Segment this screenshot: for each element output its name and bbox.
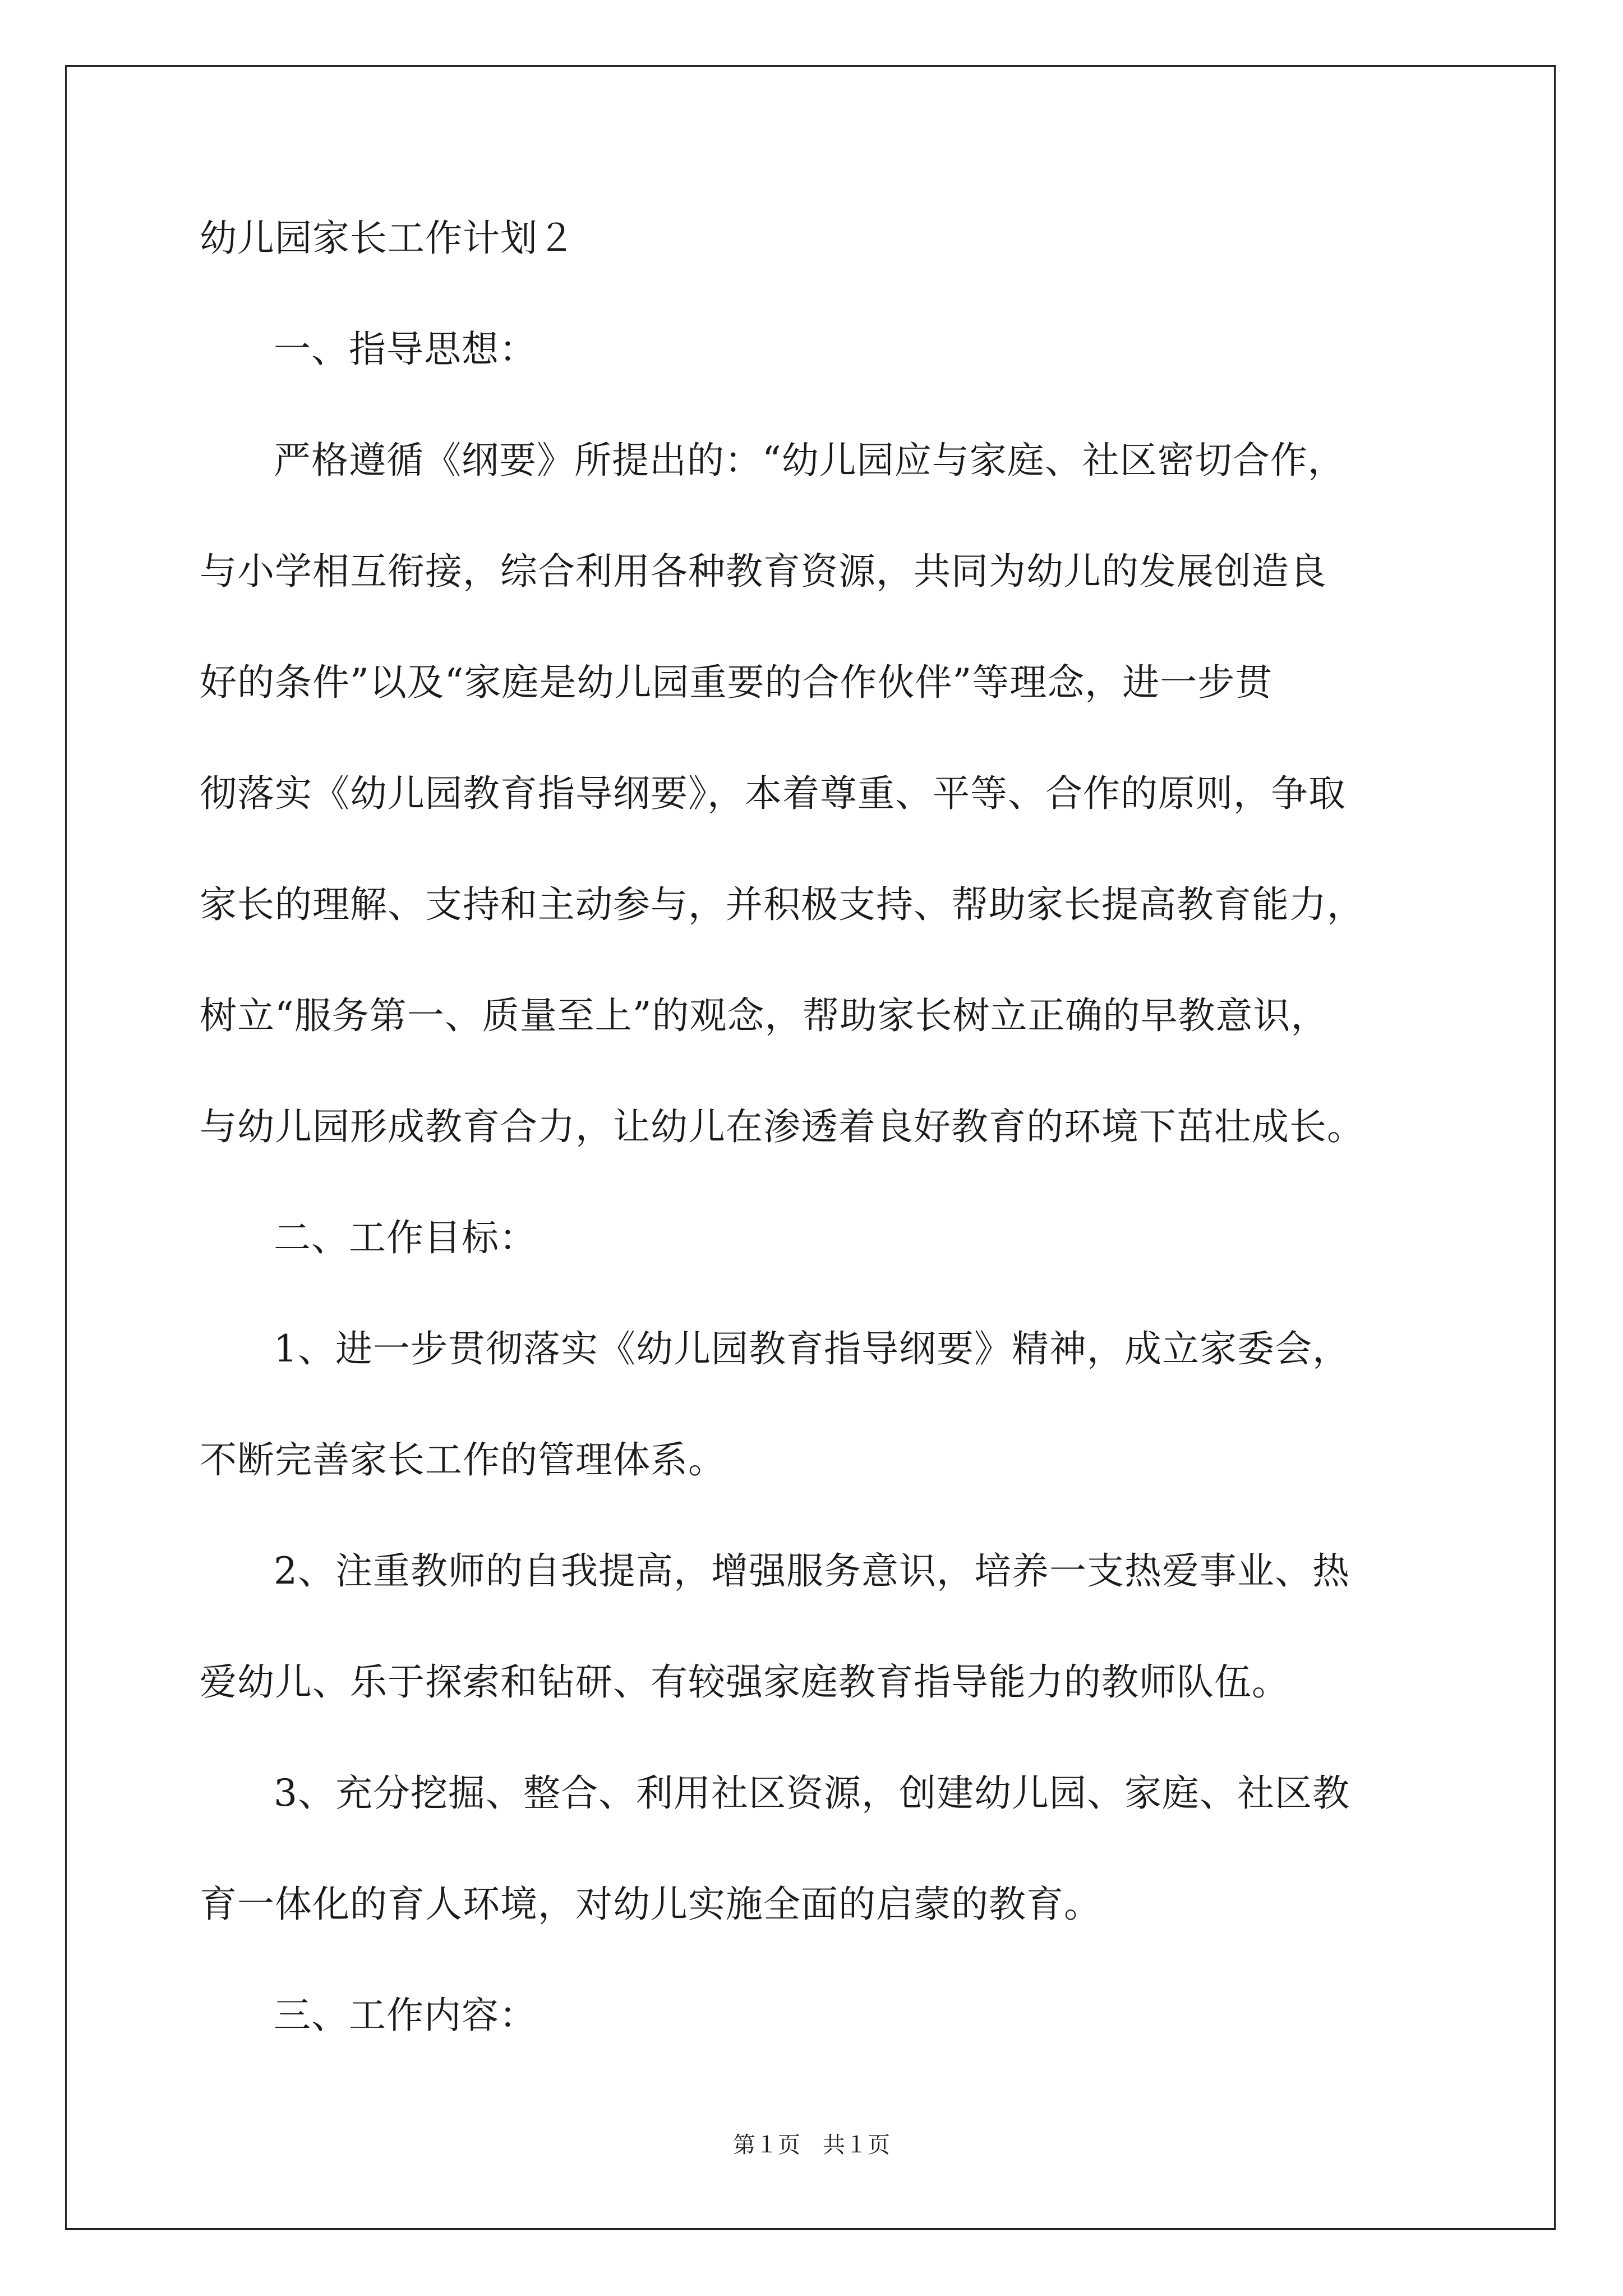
page-number-footer: 第１页 共１页 <box>733 2132 890 2158</box>
paragraph-line: 树立“服务第一、质量至上”的观念，帮助家长树立正确的早教意识， <box>200 994 1329 1037</box>
paragraph-line: 家长的理解、支持和主动参与，并积极支持、帮助家长提高教育能力， <box>200 883 1364 926</box>
section-heading-guiding-thought: 一、指导思想： <box>274 328 537 371</box>
section-heading-work-goals: 二、工作目标： <box>274 1216 537 1259</box>
paragraph-line: 严格遵循《纲要》所提出的：“幼儿园应与家庭、社区密切合作， <box>274 439 1345 482</box>
list-item-line: 2、注重教师的自我提高，增强服务意识，培养一支热爱事业、热 <box>274 1549 1350 1593</box>
paragraph-line: 与小学相互衔接，综合利用各种教育资源，共同为幼儿的发展创造良 <box>200 550 1327 593</box>
paragraph-line: 彻落实《幼儿园教育指导纲要》，本着尊重、平等、合作的原则，争取 <box>200 772 1346 815</box>
list-item-line: 不断完善家长工作的管理体系。 <box>200 1438 726 1481</box>
list-item-line: 爱幼儿、乐于探索和钻研、有较强家庭教育指导能力的教师队伍。 <box>200 1660 1289 1704</box>
list-item-line: 育一体化的育人环境，对幼儿实施全面的启蒙的教育。 <box>200 1883 1101 1926</box>
paragraph-line: 好的条件”以及“家庭是幼儿园重要的合作伙伴”等理念，进一步贯 <box>200 661 1273 704</box>
list-item-line: 3、充分挖掘、整合、利用社区资源，创建幼儿园、家庭、社区教 <box>274 1772 1350 1815</box>
document-title: 幼儿园家长工作计划２ <box>200 217 575 260</box>
section-heading-work-content: 三、工作内容： <box>274 1994 537 2037</box>
list-item-line: 1、进一步贯彻落实《幼儿园教育指导纲要》精神，成立家委会， <box>274 1327 1350 1370</box>
document-body <box>200 213 1428 2041</box>
paragraph-line: 与幼儿园形成教育合力，让幼儿在渗透着良好教育的环境下茁壮成长。 <box>200 1105 1364 1148</box>
